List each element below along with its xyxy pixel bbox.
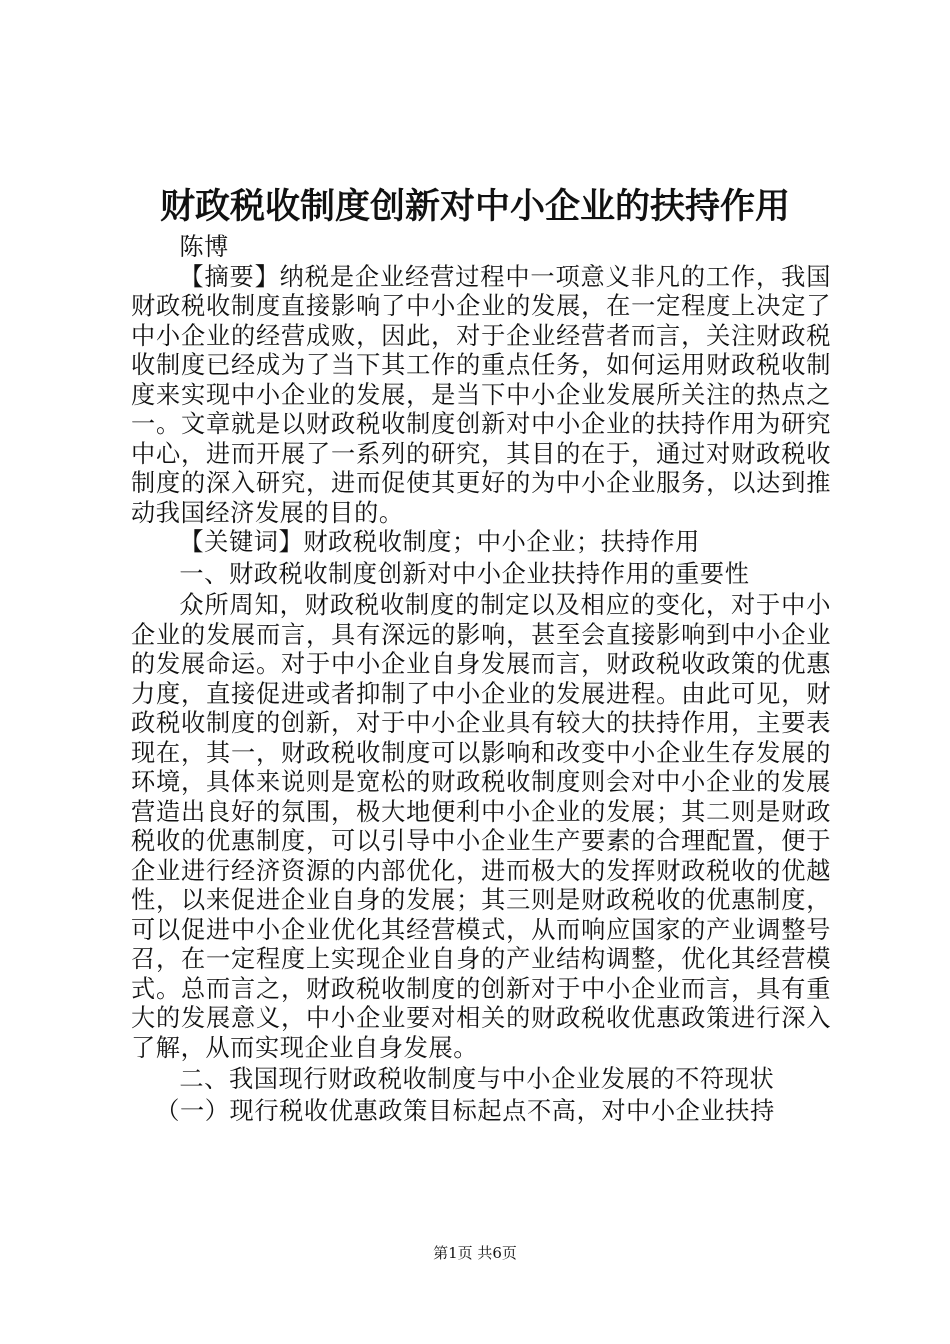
abstract-paragraph: 【摘要】纳税是企业经营过程中一项意义非凡的工作，我国财政税收制度直接影响了中小企业的发展，在一定程度上决定了中小企业的经营成败，因此，对于企业经营者而言，关注财政税收制度已经成为了当下其工作的重点任务，如何运用财政税收制度来实现中小企业的发展，是当下中小企业发展所关注的热点之一。文章就是以财政税收制度创新对中小企业的扶持作用为研究中心，进而开展了一系列的研究，其目的在于，通过对财政税收制度的深入研究，进而促使其更好的为中小企业服务，以达到推动我国经济发展的目的。: [131, 262, 831, 527]
section-1-paragraph: 众所周知，财政税收制度的制定以及相应的变化，对于中小企业的发展而言，具有深远的影响，甚至会直接影响到中小企业的发展命运。对于中小企业自身发展而言，财政税收政策的优惠力度，直接促进或者抑制了中小企业的发展进程。由此可见，财政税收制度的创新，对于中小企业具有较大的扶持作用，主要表现在，其一，财政税收制度可以影响和改变中小企业生存发展的环境，具体来说则是宽松的财政税收制度则会对中小企业的发展营造出良好的氛围，极大地便利中小企业的发展；其二则是财政税收的优惠制度，可以引导中小企业生产要素的合理配置，便于企业进行经济资源的内部优化，进而极大的发挥财政税收的优越性，以来促进企业自身的发展；其三则是财政税收的优惠制度，可以促进中小企业优化其经营模式，从而响应国家的产业调整号召，在一定程度上实现企业自身的产业结构调整，优化其经营模式。总而言之，财政税收制度的创新对于中小企业而言，具有重大的发展意义，中小企业要对相关的财政税收优惠政策进行深入了解，从而实现企业自身发展。: [131, 591, 831, 1062]
section-2-heading: 二、我国现行财政税收制度与中小企业发展的不符现状: [179, 1065, 775, 1093]
document-title: 财政税收制度创新对中小企业的扶持作用: [159, 187, 790, 227]
page-footer: 第1页 共6页: [433, 1244, 517, 1262]
section-2-subheading: （一）现行税收优惠政策目标起点不高，对中小企业扶持: [155, 1096, 775, 1125]
section-1-heading: 一、财政税收制度创新对中小企业扶持作用的重要性: [179, 559, 750, 588]
document-body: [131, 233, 831, 1126]
author-name: 陈博: [179, 233, 229, 261]
keywords-paragraph: 【关键词】财政税收制度；中小企业；扶持作用: [179, 528, 700, 556]
